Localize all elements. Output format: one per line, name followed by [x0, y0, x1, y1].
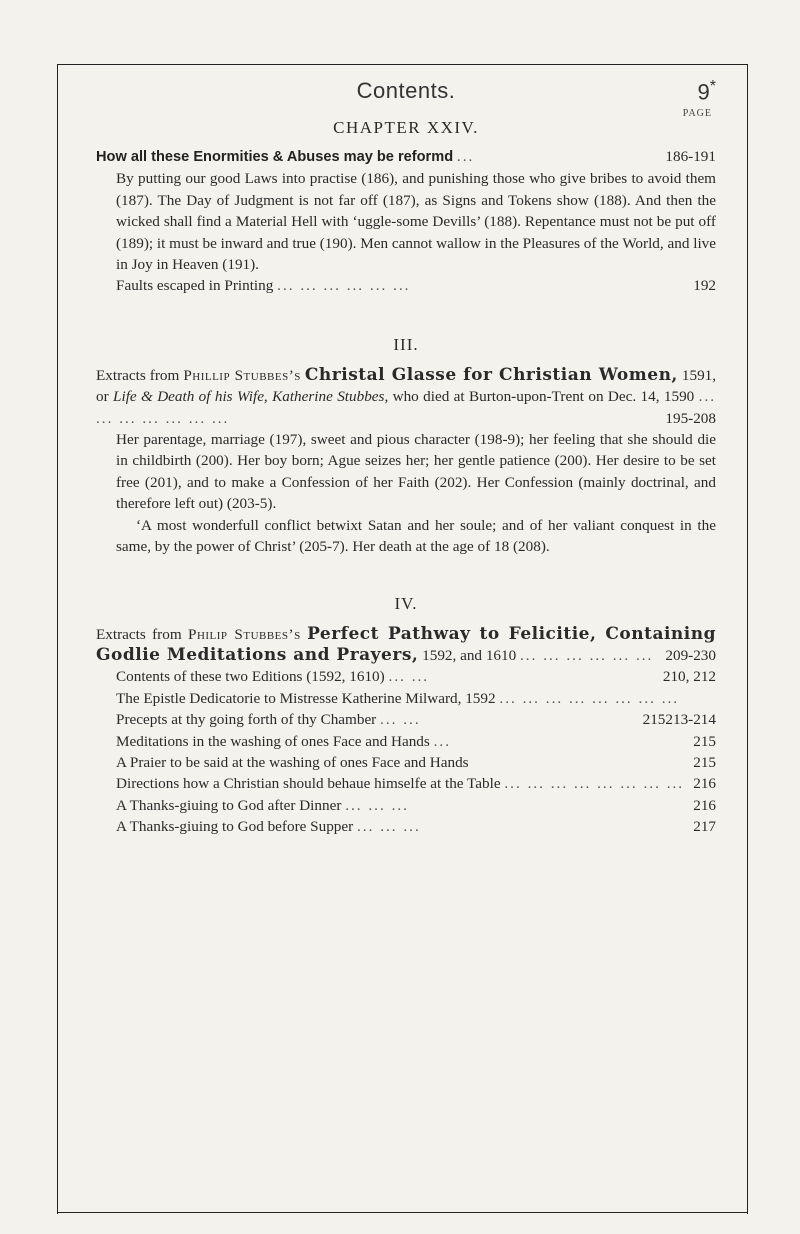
- toc-row-page: 215: [693, 732, 716, 750]
- page-column-label: PAGE: [682, 108, 712, 119]
- extract-alt-title: Life & Death of his Wife, Katherine Stubbes,: [113, 388, 389, 406]
- extract-pages: 195-208: [665, 409, 716, 427]
- toc-row-page: 216: [693, 796, 716, 814]
- faults-leaders: ... ... ... ... ... ...: [277, 277, 411, 295]
- toc-row-page: 216: [693, 775, 716, 793]
- frame-left-rule: [57, 64, 58, 1214]
- faults-label: Faults escaped in Printing: [116, 277, 274, 295]
- toc-row-label: Meditations in the washing of ones Face and Hands: [116, 732, 430, 750]
- toc-row-label: A Thanks-giuing to God before Supper: [116, 818, 354, 836]
- extract-year: 1592, and 1610: [422, 646, 517, 664]
- toc-row-leaders: ... ... ... ... ... ... ... ...: [504, 775, 685, 793]
- toc-row: [116, 666, 716, 687]
- toc-row: [116, 795, 716, 816]
- frame-right-rule: [747, 64, 748, 1214]
- extract-pages: 209-230: [665, 646, 716, 664]
- folio-number: 9: [697, 79, 710, 105]
- toc-row-label: A Praier to be said at the washing of ones Face and Hands: [116, 753, 469, 771]
- extract-who: who died at Burton-upon-Trent on Dec. 14, 1590: [392, 388, 695, 406]
- faults-page: 192: [693, 277, 716, 295]
- toc-row-leaders: ... ... ...: [345, 796, 409, 814]
- entry-summary: By putting our good Laws into practise (186), and punishing those who give bribes to avoid them (187). The Day of Judgment is not far off (187), as Signs and Tokens show (188). And then the wicked shall find a Material Hell with ‘uggle-some Devills’ (188). Repentance must not be put off (189); it must be inward and true (190). Men cannot wallow in the Pleasures of the World, and live in Joy in Heaven (191).: [116, 170, 716, 274]
- toc-row-leaders: ... ... ...: [357, 818, 421, 836]
- extract-title: Christal Glasse for Christian Women,: [304, 364, 678, 385]
- running-head: [96, 78, 716, 110]
- toc-row-label: The Epistle Dedicatorie to Mistresse Katherine Milward, 1592: [116, 689, 496, 707]
- extract-summary: Her parentage, marriage (197), sweet and pious character (198-9); her feeling that she should die in childbirth (200). Her boy born; Ague seizes her; her gentle patience (200). Her desire to be set free (201), and to make a Confession of her Faith (202). Her Confession (mainly doctrinal, and therefore left out) (203-5).: [116, 431, 716, 513]
- extract-leaders: ... ... ... ... ... ... ...: [96, 388, 717, 427]
- extract-iv: [96, 624, 716, 667]
- toc-row-label: Contents of these two Editions (1592, 1610): [116, 668, 385, 686]
- toc-row: [116, 731, 716, 752]
- entry-title: How all these Enormities & Abuses may be reformd: [96, 149, 454, 165]
- frame-bottom-rule: [57, 1212, 747, 1213]
- toc-row: [116, 816, 716, 837]
- extract-intro: Extracts from: [96, 366, 180, 384]
- toc-row-leaders: ...: [433, 732, 452, 750]
- toc-row-leaders: ... ...: [388, 668, 430, 686]
- chapter-entry: [96, 146, 716, 297]
- folio: [698, 78, 716, 105]
- running-title: Contents.: [356, 78, 456, 103]
- toc-row-leaders: ... ...: [380, 711, 421, 729]
- extract-author: Phillip Stubbes’s: [183, 366, 301, 384]
- toc-row-page: 215: [642, 711, 666, 729]
- toc-row: [116, 773, 716, 794]
- entry-pages: 186-191: [665, 148, 716, 165]
- extract-year: 1591, or: [96, 366, 717, 406]
- toc-row-label: Precepts at thy going forth of thy Chamber: [116, 711, 377, 729]
- toc-row-leaders: ... ... ... ... ... ... ... ...: [499, 689, 680, 707]
- chapter-heading: CHAPTER XXIV.: [333, 118, 479, 137]
- entry-leaders: ...: [456, 148, 475, 165]
- toc-list: [96, 666, 716, 837]
- toc-row-page: 213-214: [665, 711, 716, 729]
- toc-row: [116, 752, 716, 773]
- contents-page: [96, 78, 716, 838]
- toc-row: [116, 709, 716, 730]
- toc-row-label: Directions how a Christian should behaue himselfe at the Table: [116, 775, 501, 793]
- frame-top-rule: [57, 64, 747, 65]
- section-numeral-iii: III.: [393, 334, 419, 354]
- extract-iii: [96, 365, 716, 558]
- section-numeral-iv: IV.: [394, 593, 418, 613]
- toc-row-label: A Thanks-giuing to God after Dinner: [116, 796, 342, 814]
- folio-mark: *: [709, 78, 716, 95]
- extract-leaders: ... ... ... ... ... ...: [520, 646, 654, 664]
- extract-title: Perfect Pathway to Felicitie, Containing Godlie Meditations and Prayers,: [96, 623, 716, 665]
- toc-row-page: 210, 212: [662, 668, 716, 686]
- extract-quote: ‘A most wonderfull conflict betwixt Satan and her soule; and of her valiant conquest in the same, by the power of Christ’ (205-7). Her death at the age of 18 (208).: [116, 516, 716, 556]
- toc-row-page: 215: [693, 753, 716, 771]
- extract-intro: Extracts from: [96, 625, 182, 643]
- toc-row-page: 217: [693, 818, 716, 836]
- extract-author: Philip Stubbes’s: [188, 625, 301, 643]
